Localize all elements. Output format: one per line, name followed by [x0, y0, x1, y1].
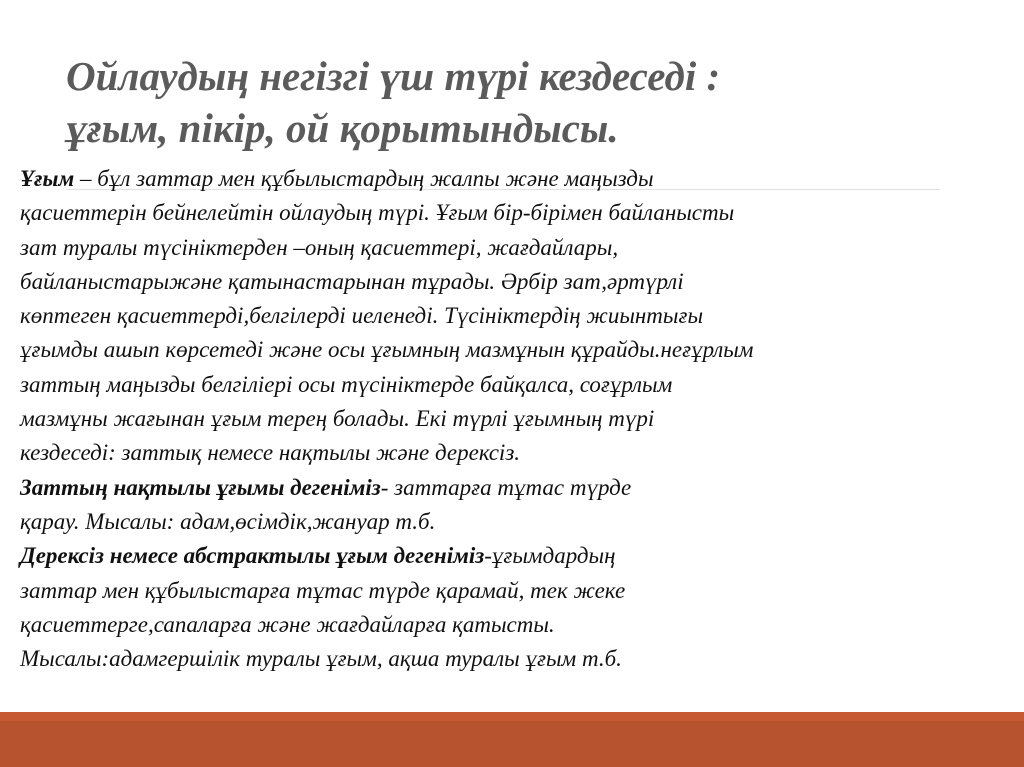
- body-line: заттар мен құбылыстарға тұтас түрде қарамай, тек жеке: [20, 577, 626, 603]
- body-line: кездеседі: заттық немесе нақтылы және дерексіз.: [20, 440, 521, 466]
- term-concrete-concept: Заттың нақтылы ұғымы дегеніміз: [20, 474, 381, 500]
- body-line: қарау. Мысалы: адам,өсімдік,жануар т.б.: [20, 508, 436, 534]
- body-line: зат туралы түсініктерден –оның қасиеттері, жағдайлары,: [20, 234, 619, 260]
- footer-band: [0, 712, 1024, 767]
- body-line: [20, 539, 1020, 573]
- term-abstract-concept: Дерексіз немесе абстрактылы ұғым дегеніміз: [20, 543, 485, 569]
- body-line: [20, 471, 1020, 505]
- body-line: Мысалы:адамгершілік туралы ұғым, ақша туралы ұғым т.б.: [20, 646, 622, 672]
- body-line: байланыстарыжәне қатынастарынан тұрады. Әрбір зат,әртүрлі: [20, 268, 684, 294]
- body-text: - заттарға тұтас түрде: [380, 474, 632, 500]
- body-text: – бұл заттар мен құбылыстардың жалпы және маңызды: [74, 166, 654, 191]
- body-line: [20, 162, 1020, 196]
- body-line: ұғымды ашып көрсетеді және осы ұғымның мазмұнын құрайды.неғұрлым: [20, 337, 754, 363]
- term-concept: Ұғым: [20, 166, 75, 191]
- body-line: көптеген қасиеттерді,белгілерді иеленеді. Түсініктердің жиынтығы: [20, 303, 704, 329]
- body-line: қасиеттерін бейнелейтін ойлаудың түрі. Ұғым бір-бірімен байланысты: [20, 200, 735, 226]
- slide-title-line-2: ұғым, пікір, ой қорытындысы.: [66, 105, 619, 151]
- slide-body: [20, 162, 1020, 676]
- slide-title: [66, 50, 966, 154]
- body-text: -ұғымдардың: [484, 543, 616, 569]
- body-line: заттың маңызды белгіліері осы түсініктерде байқалса, соғұрлым: [20, 371, 673, 397]
- body-line: мазмұны жағынан ұғым терең болады. Екі түрлі ұғымның түрі: [20, 406, 655, 432]
- body-line: қасиеттерге,сапаларға және жағдайларға қатысты.: [20, 611, 555, 637]
- slide-title-line-1: Ойлаудың негізгі үш түрі кездеседі :: [66, 53, 721, 99]
